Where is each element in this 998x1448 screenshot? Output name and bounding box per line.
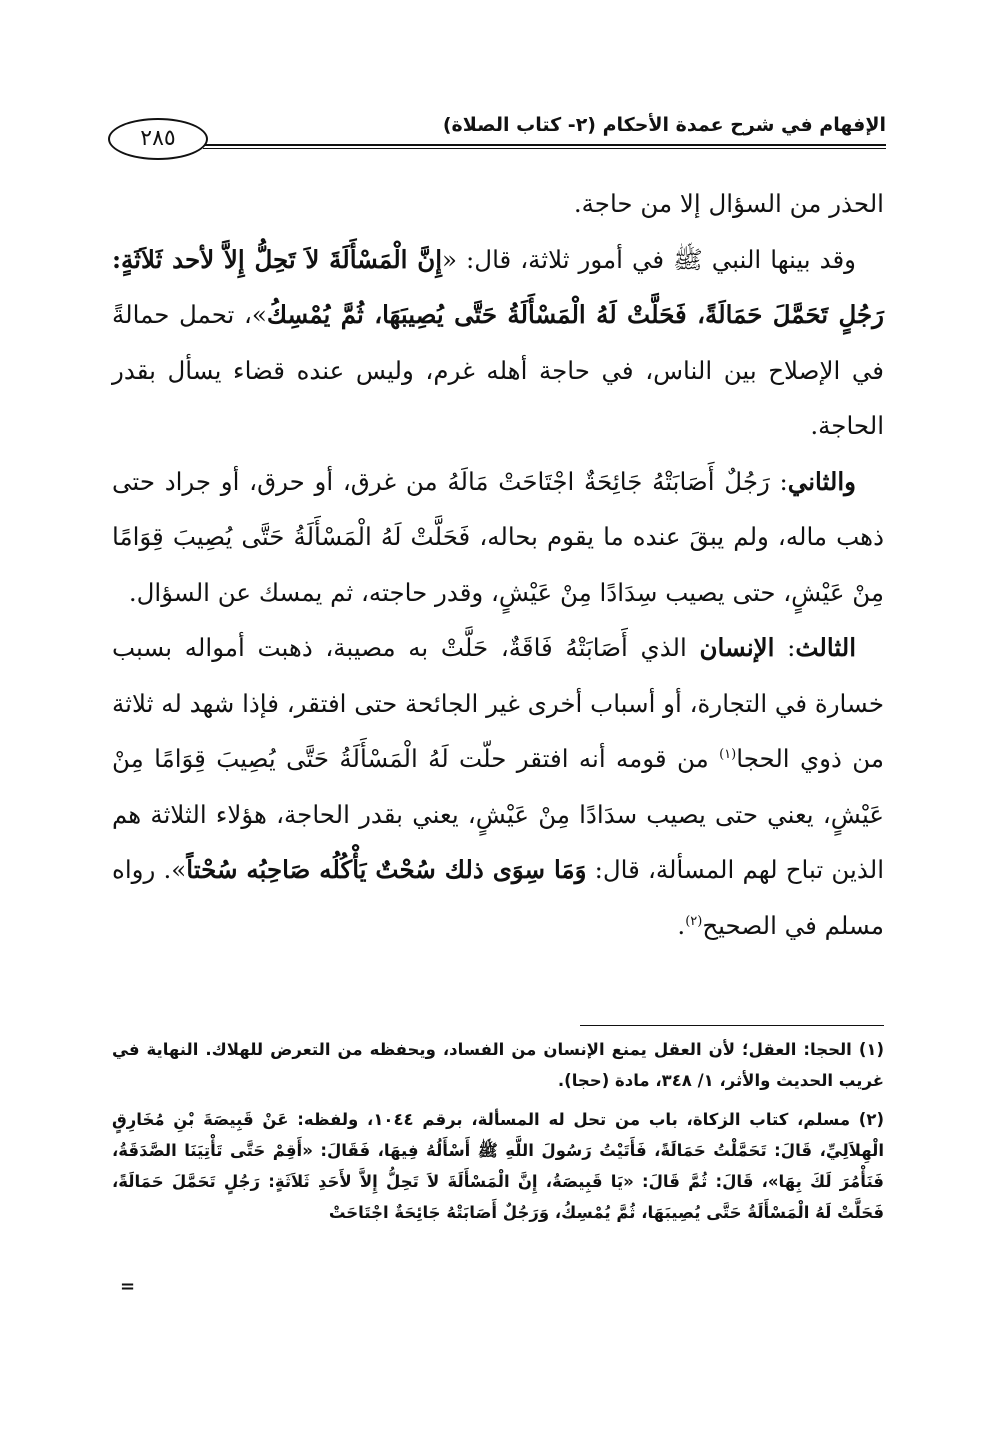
term-third: الثالث	[795, 633, 856, 662]
hadith-quote: إِنَّ الْمَسْأَلَةَ لاَ تَحِلُّ إِلاَّ لأحد ثَلاَثَةٍ: رَجُلٍ تَحَمَّلَ حَمَالَةً، فَحَلَّتْ لَهُ الْمَسْأَلَةُ حَتَّى يُصِيبَهَا، ثُمَّ يُمْسِكُ	[112, 244, 884, 329]
page-number: ٢٨٥	[108, 118, 208, 160]
footnote-separator	[580, 1025, 884, 1026]
paragraph: الحذر من السؤال إلا من حاجة.	[573, 189, 884, 218]
footnote-ref[interactable]: (١)	[719, 746, 737, 762]
term-human: الإنسان	[699, 633, 775, 662]
paragraph: والثاني: رَجُلٌ أَصَابَتْهُ جَائِحَةٌ اجْتَاحَتْ مَالَهُ من غرق، أو حرق، أو جراد حتى ذهب ماله، ولم يبقَ عنده ما يقوم بحاله، فَحَلَّتْ لَهُ الْمَسْأَلَةُ حَتَّى يُصِيبَ قِوَامًا مِنْ عَيْشٍ، حتى يصيب سِدَادًا مِنْ عَيْشٍ، وقدر حاجته، ثم يمسك عن السؤال.	[112, 466, 884, 607]
book-title: الإفهام في شرح عمدة الأحكام (٢- كتاب الصلاة)	[442, 114, 886, 136]
header-rule	[203, 144, 886, 146]
hadith-quote: وَمَا سِوَى ذلك سُحْتٌ يَأْكُلُه صَاحِبُه سُحْتاً	[186, 855, 587, 884]
footnote-1: (١) الحجا: العقل؛ لأن العقل يمنع الإنسان من الفساد، ويحفظه من التعرض للهلاك. النهاية في غريب الحديث والأثر، ١/ ٣٤٨، مادة (حجا).	[112, 1040, 884, 1090]
continuation-mark: =	[120, 1276, 136, 1297]
paragraph: وقد بينها النبي ﷺ في أمور ثلاثة، قال: «إِنَّ الْمَسْأَلَةَ لاَ تَحِلُّ إِلاَّ لأحد ثَلاَثَةٍ: رَجُلٍ تَحَمَّلَ حَمَالَةً، فَحَلَّتْ لَهُ الْمَسْأَلَةُ حَتَّى يُصِيبَهَا، ثُمَّ يُمْسِكُ»، تحمل حمالةً في الإصلاح بين الناس، في حاجة أهله غرم، وليس عنده قضاء يسأل بقدر الحاجة.	[112, 244, 884, 440]
page-header	[108, 112, 886, 160]
footnote-2: (٢) مسلم، كتاب الزكاة، باب من تحل له المسألة، برقم ١٠٤٤، ولفظه: عَنْ قَبِيصَةَ بْنِ مُخَارِقٍ الْهِلاَلِيِّ، قَالَ: تَحَمَّلْتُ حَمَالَةً، فَأَتَيْتُ رَسُولَ اللَّهِ ﷺ أَسْأَلُهُ فِيهَا، فَقَالَ: «أَقِمْ حَتَّى تَأْتِيَنَا الصَّدَقَةُ، فَنَأْمُرَ لَكَ بِهَا»، قَالَ: ثُمَّ قَالَ: «يَا قَبِيصَةُ، إِنَّ الْمَسْأَلَةَ لاَ تَحِلُّ إِلاَّ لأَحَدِ ثَلاَثَةٍ: رَجُلٍ تَحَمَّلَ حَمَالَةً، فَحَلَّتْ لَهُ الْمَسْأَلَةُ حَتَّى يُصِيبَهَا، ثُمَّ يُمْسِكُ، وَرَجُلٌ أَصَابَتْهُ جَائِحَةٌ اجْتَاحَتْ	[112, 1110, 884, 1222]
main-text	[112, 176, 884, 953]
paragraph: الثالث: الإنسان الذي أَصَابَتْهُ فَاقَةٌ، حَلَّتْ به مصيبة، ذهبت أمواله بسبب خسارة في التجارة، أو أسباب أخرى غير الجائحة حتى افتقر، فإذا شهد له ثلاثة من ذوي الحجا$^{(١)}$ من قومه أنه افتقر حلّت لَهُ الْمَسْأَلَةُ حَتَّى يُصِيبَ قِوَامًا مِنْ عَيْشٍ، يعني حتى يصيب سدَادًا مِنْ عَيْشٍ، يعني بقدر الحاجة، هؤلاء الثلاثة هم الذين تباح لهم المسألة، قال: وَمَا سِوَى ذلك سُحْتٌ يَأْكُلُه صَاحِبُه سُحْتاً». رواه مسلم في الصحيح$^{(٢)}$.	[112, 633, 885, 940]
footnotes	[112, 1034, 884, 1228]
header-rule-thin	[203, 148, 886, 149]
term-second: والثاني	[787, 466, 856, 496]
footnote-ref[interactable]: (٢)	[685, 913, 703, 929]
